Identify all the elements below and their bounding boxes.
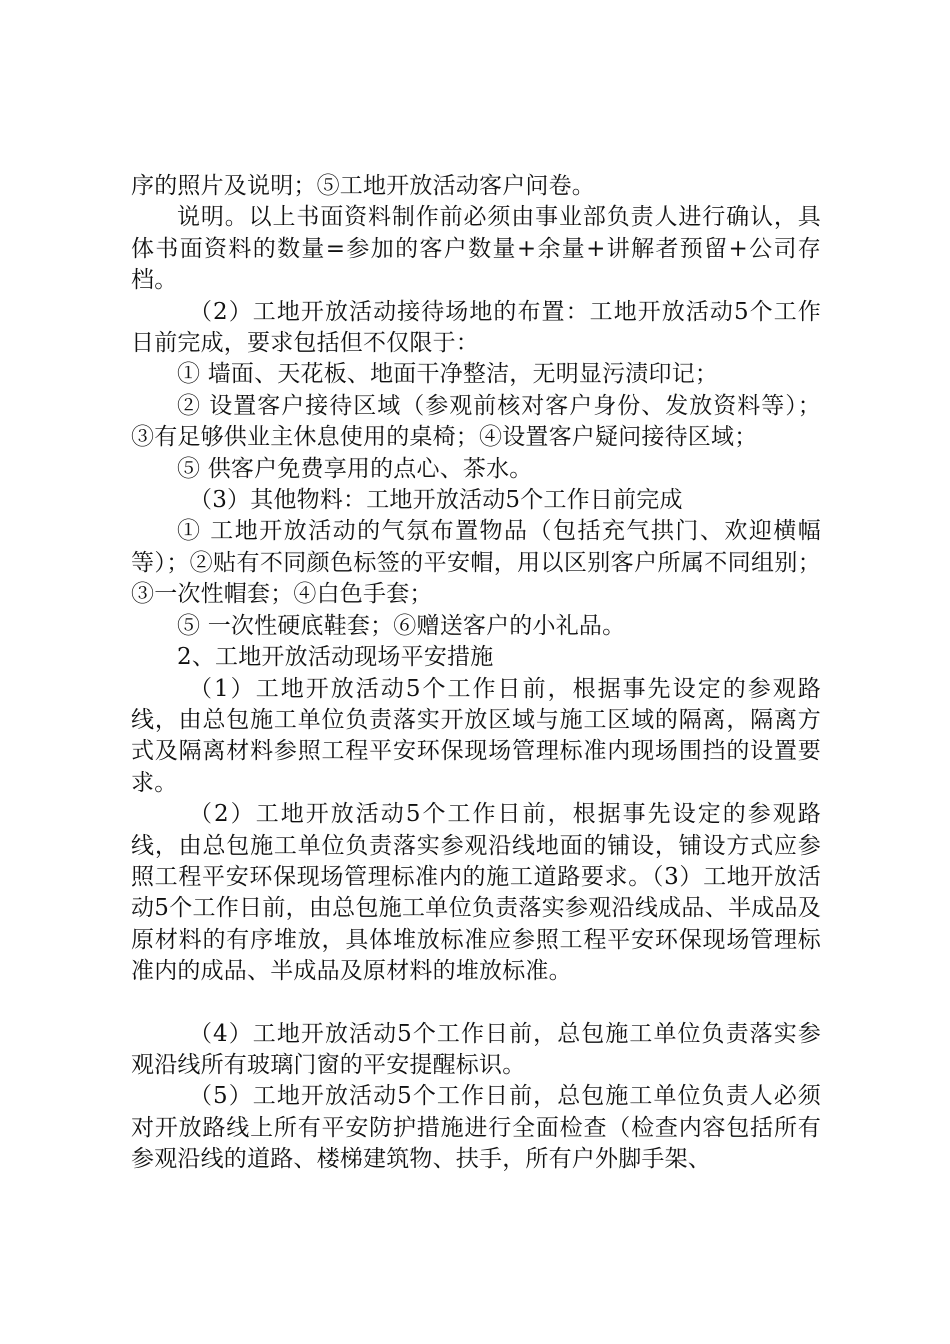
- list-item-materials-5: ⑤ 一次性硬底鞋套；⑥赠送客户的小礼品。: [177, 612, 626, 639]
- list-item-venue-5: ⑤ 供客户免费享用的点心、茶水。: [177, 455, 533, 482]
- paragraph-safety-5: （5）工地开放活动5个工作日前，总包施工单位负责人必须对开放路线上所有平安防护措施进行全面检查（检查内容包括所有参观沿线的道路、楼梯建筑物、扶手，所有户外脚手架、: [131, 1083, 821, 1173]
- list-item-venue-1: ① 墙面、天花板、地面干净整洁，无明显污渍印记；: [177, 361, 719, 388]
- paragraph-safety-4: （4）工地开放活动5个工作日前，总包施工单位负责落实参观沿线所有玻璃门窗的平安提醒标识。: [131, 1020, 821, 1078]
- section-heading-safety: 2、工地开放活动现场平安措施: [177, 644, 494, 671]
- paragraph-other-materials: （3）其他物料：工地开放活动5个工作日前完成: [189, 487, 683, 514]
- paragraph-continuation: 序的照片及说明；⑤工地开放活动客户问卷。: [131, 173, 595, 199]
- document-body: [131, 171, 821, 1176]
- list-item-materials-1: ① 工地开放活动的气氛布置物品（包括充气拱门、欢迎横幅等）；②贴有不同颜色标签的平安帽，用以区别客户所属不同组别；③一次性帽套；④白色手套；: [131, 518, 821, 608]
- paragraph-note: 说明。以上书面资料制作前必须由事业部负责人进行确认，具体书面资料的数量=参加的客户数量+余量+讲解者预留+公司存档。: [131, 204, 821, 294]
- paragraph-venue-layout: （2）工地开放活动接待场地的布置：工地开放活动5个工作日前完成，要求包括但不仅限于：: [131, 298, 821, 357]
- paragraph-safety-2-3: （2）工地开放活动5个工作日前，根据事先设定的参观路线，由总包施工单位负责落实参观沿线地面的铺设，铺设方式应参照工程平安环保现场管理标准内的施工道路要求。（3）工地开放活动5个工作日前，由总包施工单位负责落实参观沿线成品、半成品及原材料的有序堆放，具体堆放标准应参照工程平安环保现场管理标准内的成品、半成品及原材料的堆放标准。: [131, 801, 821, 985]
- paragraph-safety-1: （1）工地开放活动5个工作日前，根据事先设定的参观路线，由总包施工单位负责落实开放区域与施工区域的隔离，隔离方式及隔离材料参照工程平安环保现场管理标准内现场围挡的设置要求。: [131, 675, 821, 796]
- list-item-venue-2: ② 设置客户接待区域（参观前核对客户身份、发放资料等）；③有足够供业主休息使用的桌椅；④设置客户疑问接待区域；: [131, 392, 821, 451]
